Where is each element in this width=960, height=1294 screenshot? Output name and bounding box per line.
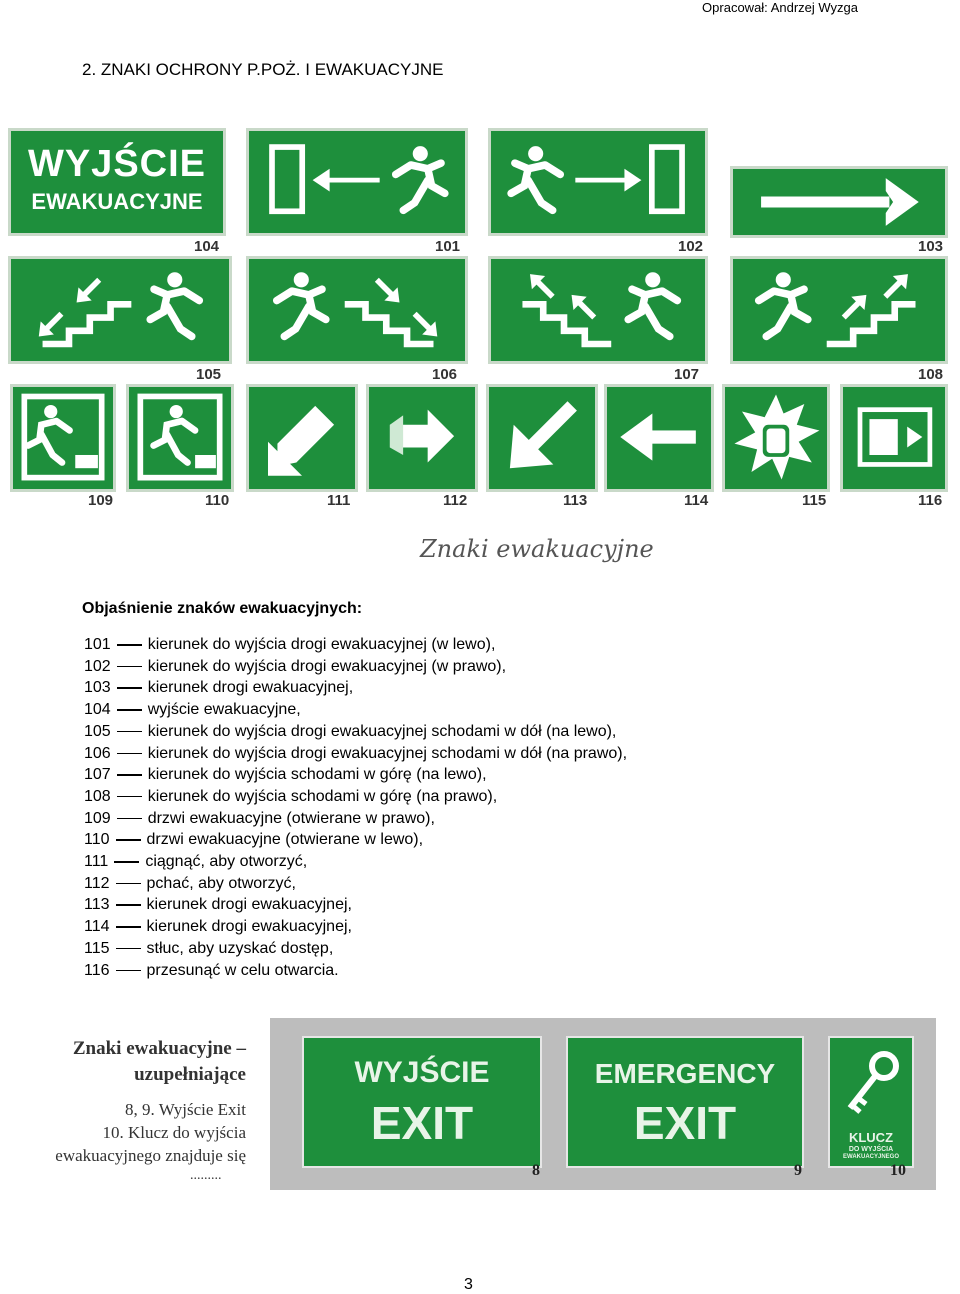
dash <box>116 926 141 928</box>
dash <box>116 839 141 841</box>
sign-code: 101 <box>435 238 461 255</box>
item-text: przesunąć w celu otwarcia. <box>146 961 339 979</box>
slide-door-icon <box>843 387 945 489</box>
item-text: kierunek do wyjścia drogi ewakuacyjnej schodami w dół (na prawo), <box>147 744 628 762</box>
sign-10-line2: DO WYJŚCIA <box>848 1146 894 1153</box>
sign-116-slide <box>840 384 948 492</box>
item-code: 101 <box>84 636 111 653</box>
item-code: 114 <box>84 918 110 936</box>
sign-108-stairs-up-right <box>730 256 948 364</box>
supplementary-title-line2: uzupełniające <box>134 1064 246 1085</box>
item-code: 106 <box>84 744 111 762</box>
sign-code: 114 <box>684 492 709 509</box>
sign-code: 113 <box>563 492 588 509</box>
sign-111-pull <box>246 384 358 492</box>
door-running-man-icon <box>129 387 231 489</box>
sign-106-stairs-down-right <box>246 256 468 364</box>
sign-103-arrow-right <box>730 166 948 238</box>
dash <box>117 666 142 668</box>
list-item <box>84 938 627 960</box>
sign-101-exit-left <box>246 128 468 236</box>
sign-10-key <box>828 1036 914 1168</box>
item-text: kierunek drogi ewakuacyjnej, <box>146 918 352 936</box>
dash <box>117 709 142 711</box>
author-credit: Opracował: Andrzej Wyzga <box>702 0 858 15</box>
supplementary-text-line1: 8, 9. Wyjście Exit <box>125 1100 246 1119</box>
supplementary-description <box>20 1098 246 1167</box>
section-title: 2. ZNAKI OCHRONY P.POŻ. I EWAKUACYJNE <box>82 60 444 79</box>
item-code: 112 <box>84 874 110 892</box>
item-code: 113 <box>84 896 110 914</box>
supplementary-text-line3: ewakuacyjnego znajduje się <box>55 1146 246 1165</box>
item-text: kierunek drogi ewakuacyjnej, <box>146 896 352 914</box>
list-item <box>84 677 627 699</box>
sign-code: 110 <box>205 492 230 509</box>
sign-104-exit-text <box>8 128 226 236</box>
item-code: 116 <box>84 961 110 979</box>
sign-112-push <box>366 384 478 492</box>
stairs-up-left-icon <box>491 259 705 361</box>
dash <box>116 904 141 906</box>
list-item <box>84 851 627 873</box>
item-code: 110 <box>84 831 110 849</box>
sign-8-line2: EXIT <box>370 1097 474 1149</box>
item-code: 104 <box>84 701 111 719</box>
explanation-list <box>84 634 627 981</box>
list-item <box>84 916 627 938</box>
list-item <box>84 656 627 678</box>
sign-code: 107 <box>674 366 700 383</box>
sign-10-line1: KLUCZ <box>848 1130 894 1145</box>
dash <box>114 861 139 863</box>
item-text: kierunek do wyjścia drogi ewakuacyjnej (w lewo), <box>147 636 496 653</box>
list-item <box>84 699 627 721</box>
sign-8-wyjscie-exit <box>302 1036 542 1168</box>
item-code: 105 <box>84 722 111 740</box>
sign-code: 104 <box>194 238 220 255</box>
list-item <box>84 829 627 851</box>
supplementary-title <box>20 1036 246 1088</box>
supplementary-text-line2: 10. Klucz do wyjścia <box>102 1123 246 1142</box>
dash <box>117 753 142 755</box>
sign-114-arrow-left <box>604 384 714 492</box>
item-text: drzwi ewakuacyjne (otwierane w lewo), <box>146 831 424 849</box>
list-item <box>84 743 627 765</box>
sign-104-line2: EWAKUACYJNE <box>31 189 203 214</box>
sign-code: 106 <box>432 366 458 383</box>
dash <box>116 883 141 885</box>
item-code: 115 <box>84 939 110 957</box>
sign-102-exit-right <box>488 128 708 236</box>
item-text: kierunek do wyjścia drogi ewakuacyjnej schodami w dół (na lewo), <box>147 722 617 740</box>
sign-8-line1: WYJŚCIE <box>354 1056 490 1089</box>
arrow-left-icon <box>607 387 711 489</box>
list-item <box>84 960 627 982</box>
item-code: 108 <box>84 787 111 805</box>
item-text: kierunek do wyjścia schodami w górę (na lewo), <box>147 766 487 784</box>
item-code: 111 <box>84 853 109 871</box>
list-item <box>84 873 627 895</box>
explanation-title: Objaśnienie znaków ewakuacyjnych: <box>82 600 363 617</box>
sign-code: 9 <box>794 1162 802 1179</box>
sign-105-stairs-down-left <box>8 256 232 364</box>
item-code: 102 <box>84 657 111 675</box>
sign-9-line1: EMERGENCY <box>594 1058 776 1089</box>
item-code: 109 <box>84 809 111 827</box>
stairs-down-right-icon <box>249 259 465 361</box>
sign-code: 111 <box>327 492 351 509</box>
sign-113-arrow-down-left <box>486 384 598 492</box>
sign-10-line3: EWAKUACYJNEGO <box>842 1154 899 1160</box>
item-text: stłuc, aby uzyskać dostęp, <box>146 939 334 957</box>
door-running-man-icon <box>13 387 113 489</box>
item-text: kierunek do wyjścia schodami w górę (na prawo), <box>147 787 498 805</box>
dash <box>116 948 141 950</box>
sign-code: 105 <box>196 366 222 383</box>
sign-code: 102 <box>678 238 704 255</box>
dash <box>117 687 142 689</box>
running-man-right-arrow-icon <box>491 131 705 233</box>
sign-115-break-glass <box>722 384 830 492</box>
sign-107-stairs-up-left <box>488 256 708 364</box>
list-item <box>84 786 627 808</box>
sign-code: 112 <box>443 492 468 509</box>
sign-code: 116 <box>918 492 943 509</box>
list-item <box>84 808 627 830</box>
sign-9-line2: EXIT <box>633 1097 737 1149</box>
dash <box>117 731 142 733</box>
key-icon <box>830 1042 916 1122</box>
figure-caption: Znaki ewakuacyjne <box>420 535 654 563</box>
dash <box>116 970 141 972</box>
dash <box>117 818 142 820</box>
running-man-left-arrow-icon <box>249 131 465 233</box>
item-text: kierunek drogi ewakuacyjnej, <box>147 679 354 697</box>
item-text: pchać, aby otworzyć, <box>146 874 296 892</box>
stairs-down-left-icon <box>11 259 229 361</box>
list-item <box>84 894 627 916</box>
sign-code: 103 <box>918 238 944 255</box>
list-item <box>84 764 627 786</box>
break-glass-fist-icon <box>725 387 827 489</box>
dash <box>117 796 142 798</box>
pull-arrow-icon <box>249 387 355 489</box>
sign-code: 8 <box>532 1162 540 1179</box>
supplementary-dots: ......... <box>190 1168 222 1183</box>
item-text: ciągnąć, aby otworzyć, <box>145 853 308 871</box>
dash <box>117 774 142 776</box>
supplementary-title-line1: Znaki ewakuacyjne – <box>72 1038 246 1059</box>
arrow-down-left-icon <box>489 387 595 489</box>
item-code: 107 <box>84 766 111 784</box>
sign-104-line1: WYJŚCIE <box>27 143 207 185</box>
sign-code: 10 <box>890 1162 906 1179</box>
sign-110-door-left <box>126 384 234 492</box>
item-code: 103 <box>84 679 111 697</box>
sign-code: 115 <box>802 492 827 509</box>
page-number: 3 <box>464 1276 473 1293</box>
item-text: wyjście ewakuacyjne, <box>147 701 301 719</box>
sign-109-door-right <box>10 384 116 492</box>
list-item <box>84 721 627 743</box>
sign-code: 108 <box>918 366 944 383</box>
item-text: kierunek do wyjścia drogi ewakuacyjnej (w prawo), <box>147 657 507 675</box>
stairs-up-right-icon <box>733 259 945 361</box>
dash <box>117 644 142 646</box>
item-text: drzwi ewakuacyjne (otwierane w prawo), <box>147 809 435 827</box>
sign-9-emergency-exit <box>566 1036 804 1168</box>
supplementary-signs-panel <box>270 1018 936 1190</box>
sign-code: 109 <box>88 492 114 509</box>
arrow-right-icon <box>733 169 945 235</box>
list-item <box>84 634 627 656</box>
push-arrow-icon <box>369 387 475 489</box>
